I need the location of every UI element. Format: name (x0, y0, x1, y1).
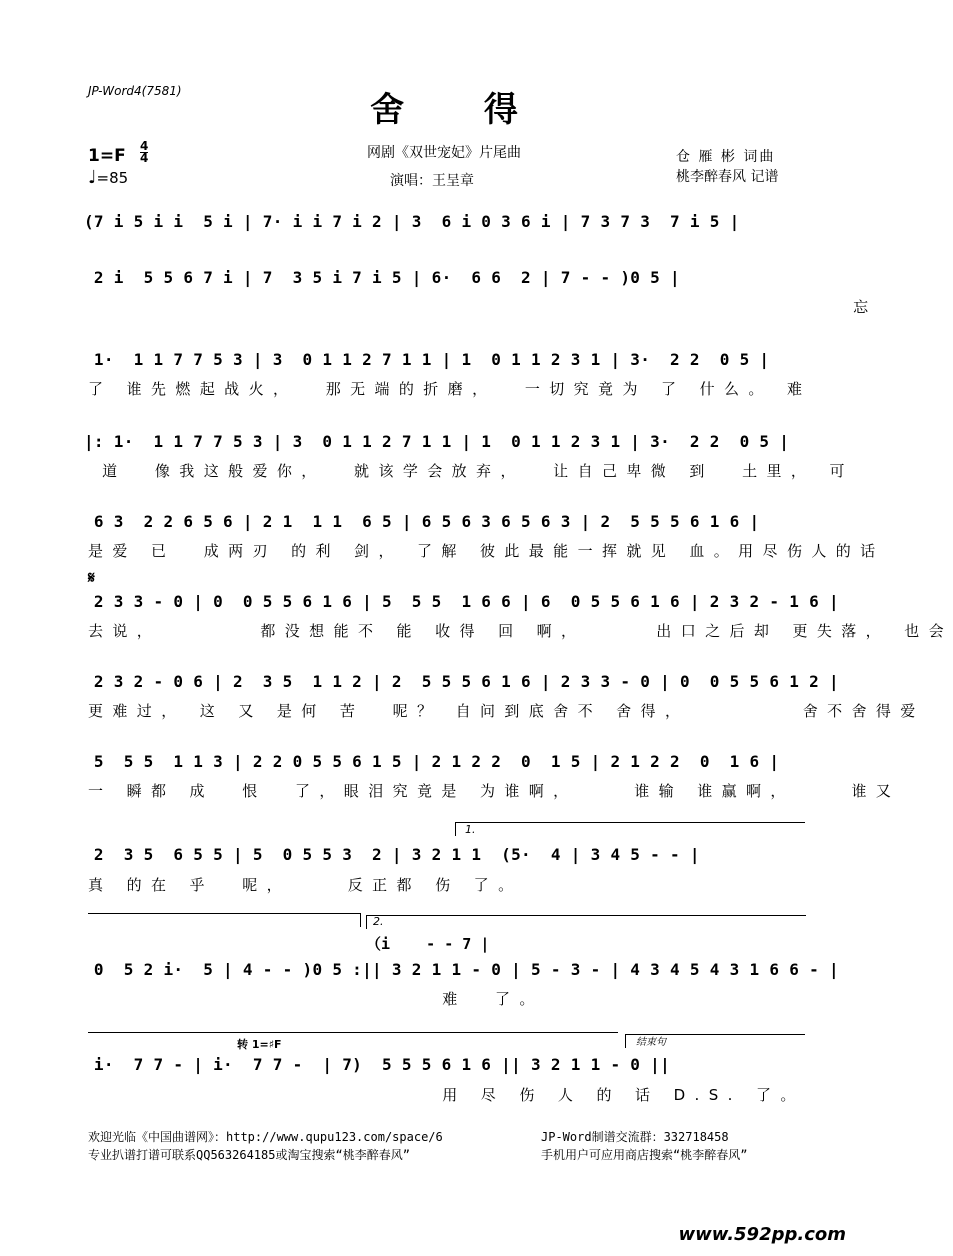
modulation-marking: 转 1=♯F (237, 1038, 282, 1051)
system-10-notes: 0 5 2 i· 5 | 4 - - )0 5 :|| 3 2 1 1 - 0 | 5 - 3 - | 4 3 4 5 4 3 1 6 6 - | (84, 960, 839, 979)
system-8-lyrics: 一 瞬都 成 恨 了，眼泪究竟是 为谁啊， 谁输 谁赢啊， 谁又 (88, 782, 901, 800)
system-11-lyrics: 用 尽 伤 人 的 话 D.S. 了。 (88, 1086, 805, 1104)
source-id: JP-Word4(7581) (88, 84, 182, 98)
volta-1-end (360, 913, 361, 927)
system-8-notes: 5 5 5 1 1 3 | 2 2 0 5 5 6 1 5 | 2 1 2 2 0 1 5 | 2 1 2 2 0 1 6 | (84, 752, 780, 771)
volta-2-label: 2. (373, 915, 384, 928)
volta-1-label: 1. (465, 823, 476, 836)
footer-mobile: 手机用户可应用商店搜索“桃李醉春风” (541, 1148, 748, 1162)
volta-2-continuation (88, 1032, 618, 1033)
footer-contact: 专业扒谱打谱可联系QQ563264185或淘宝搜索“桃李醉春风” (88, 1148, 410, 1162)
subtitle: 网剧《双世宠妃》片尾曲 (367, 145, 521, 161)
system-2-lyrics: 忘 (88, 298, 878, 316)
volta-1-bracket (455, 822, 805, 823)
time-signature (140, 141, 148, 164)
system-5-notes: 6 3 2 2 6 5 6 | 2 1 1 1 6 5 | 6 5 6 3 6 5 6 3 | 2 5 5 5 6 1 6 | (84, 512, 760, 531)
time-sig-top: 4 (140, 139, 149, 153)
song-title: 舍 得 (370, 90, 552, 130)
footer-website: 欢迎光临《中国曲谱网》：http://www.qupu123.com/space/6 (88, 1130, 443, 1144)
segno-icon: 𝄋 (88, 568, 95, 587)
quarter-note-icon: ♩ (88, 167, 97, 188)
system-9-lyrics: 真 的在 乎 呢， 反正都 伤 了。 (88, 876, 523, 894)
credit-transcriber: 桃李醉春风 记谱 (676, 169, 779, 185)
system-6-notes: 2 3 3 - 0 | 0 0 5 5 6 1 6 | 5 5 5 1 6 6 | 6 0 5 5 6 1 6 | 2 3 2 - 1 6 | (84, 592, 839, 611)
system-5-lyrics: 是爱 已 成两刃 的利 剑， 了解 彼此最能一挥就见 血。用尽伤人的话 (88, 542, 885, 560)
ending-bracket-left (625, 1034, 626, 1048)
system-7-lyrics: 更难过， 这 又 是何 苦 呢？ 自问到底舍不 舍得， 舍不舍得爱 (88, 702, 925, 720)
system-2-notes: 2 i 5 5 6 7 i | 7 3 5 i 7 i 5 | 6· 6 6 2 | 7 - - )0 5 | (84, 268, 680, 287)
system-6-lyrics: 去说， 都没想能不 能 收得 回 啊， 出口之后却 更失落， 也会 (88, 622, 953, 640)
volta-1-bracket-left (455, 822, 456, 836)
volta-2-bracket-left (366, 915, 367, 929)
footer-group: JP-Word制谱交流群：332718458 (541, 1130, 729, 1144)
ending-label: 结束句 (636, 1037, 666, 1048)
time-sig-bottom: 4 (140, 151, 149, 165)
system-9-notes: 2 3 5 6 5 5 | 5 0 5 5 3 2 | 3 2 1 1 (5· 4 | 3 4 5 - - | (84, 845, 700, 864)
system-4-notes: |: 1· 1 1 7 7 5 3 | 3 0 1 1 2 7 1 1 | 1 0 1 1 2 3 1 | 3· 2 2 0 5 | (84, 432, 790, 451)
volta-1-continuation (88, 913, 360, 914)
ossia-notes: （i - - 7 | (366, 935, 490, 953)
system-1-notes: (7 i 5 i i 5 i | 7· i i 7 i 2 | 3 6 i 0 3 6 i | 7 3 7 3 7 i 5 | (84, 212, 740, 231)
watermark: www.592pp.com (678, 1224, 846, 1245)
key-signature: 1=F (88, 146, 126, 166)
singer: 演唱：王呈章 (390, 173, 474, 189)
volta-2-bracket (366, 915, 806, 916)
credit-composer: 仓 雁 彬 词曲 (676, 149, 776, 165)
system-11-notes: i· 7 7 - | i· 7 7 - | 7) 5 5 5 6 1 6 || 3 2 1 1 - 0 || (84, 1055, 671, 1074)
tempo-marking (88, 167, 128, 188)
system-3-lyrics: 了 谁先燃起战火， 那无端的折磨， 一切究竟为 了 什么。 难 (88, 380, 812, 398)
system-3-notes: 1· 1 1 7 7 5 3 | 3 0 1 1 2 7 1 1 | 1 0 1 1 2 3 1 | 3· 2 2 0 5 | (84, 350, 770, 369)
system-4-lyrics: 道 像我这般爱你， 就该学会放弃， 让自己卑微 到 土里， 可 (88, 462, 854, 480)
system-7-notes: 2 3 2 - 0 6 | 2 3 5 1 1 2 | 2 5 5 5 6 1 6 | 2 3 3 - 0 | 0 0 5 5 6 1 2 | (84, 672, 839, 691)
system-10-lyrics: 难 了。 (88, 990, 544, 1008)
tempo-value: =85 (96, 169, 129, 187)
